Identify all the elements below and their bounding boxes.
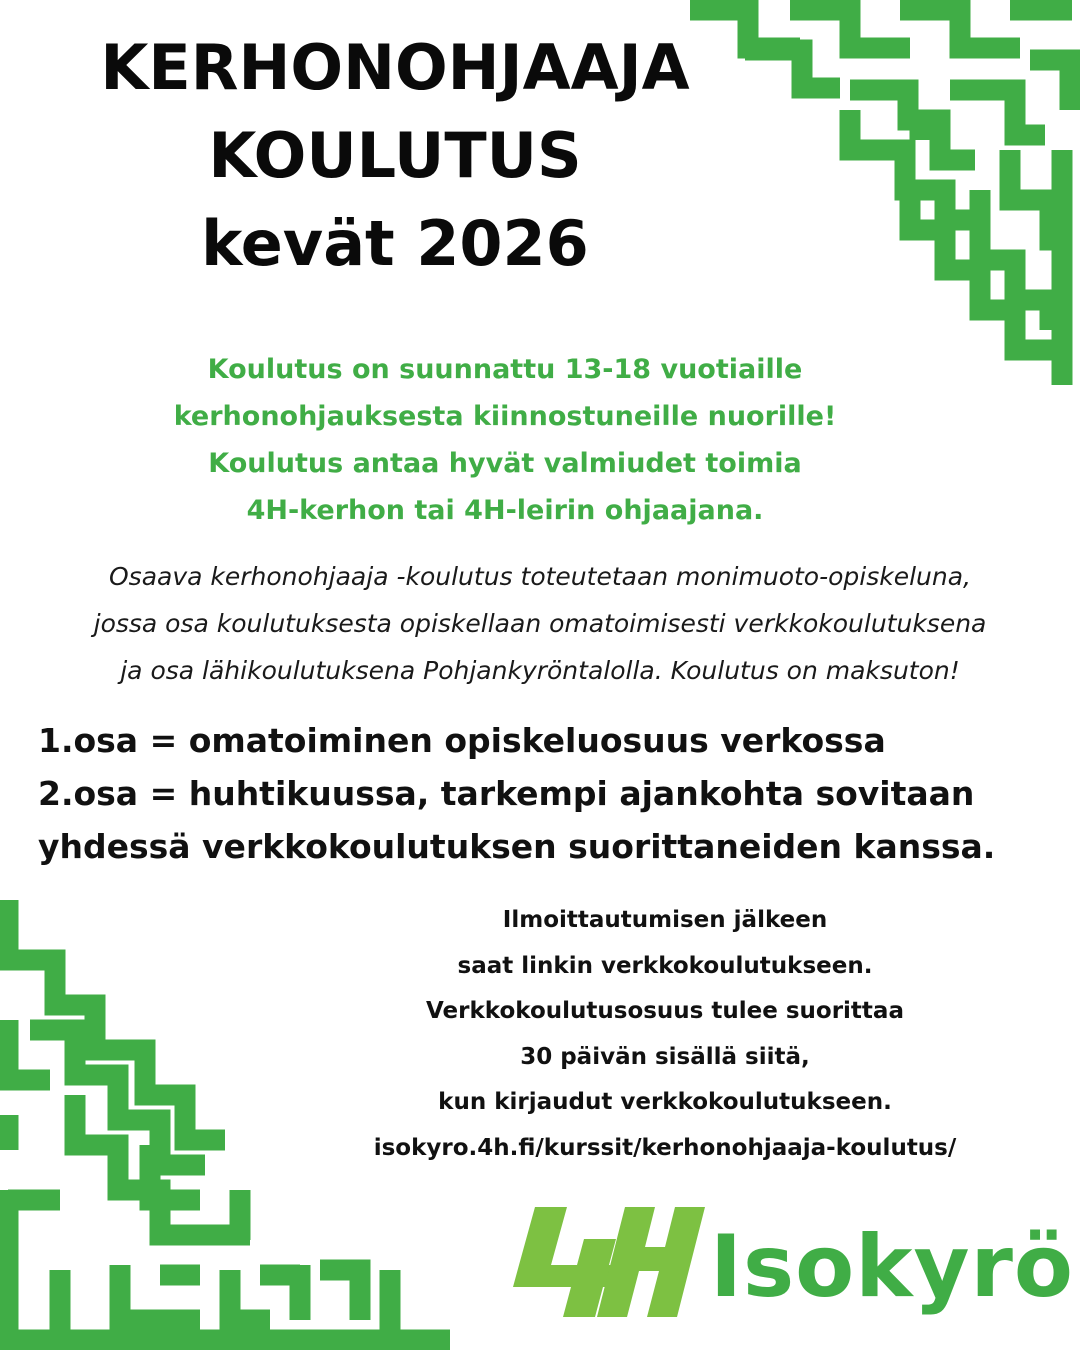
intro-text <box>60 346 950 534</box>
signup-line: Ilmoittautumisen jälkeen <box>502 907 828 933</box>
title-line-2: KOULUTUS <box>208 119 582 192</box>
intro-line: Koulutus on suunnattu 13-18 vuotiaille <box>207 354 803 385</box>
intro-line: kerhonohjauksesta kiinnostuneille nuorille! <box>173 401 837 432</box>
4h-logo-icon <box>505 1195 705 1320</box>
intro-line: Koulutus antaa hyvät valmiudet toimia <box>208 448 802 479</box>
title-line-1: KERHONOHJAAJA <box>100 31 690 104</box>
description-line: ja osa lähikoulutuksena Pohjankyröntalolla. Koulutus on maksuton! <box>120 656 960 685</box>
signup-line: kun kirjaudut verkkokoulutukseen. <box>438 1089 892 1115</box>
description-line: Osaava kerhonohjaaja -koulutus toteutetaan monimuoto-opiskeluna, <box>109 562 971 591</box>
description-text <box>0 553 1080 694</box>
part-line: 1.osa = omatoiminen opiskeluosuus verkossa <box>38 721 886 760</box>
description-line: jossa osa koulutuksesta opiskellaan omatoimisesti verkkokoulutuksena <box>93 609 987 638</box>
part-line: 2.osa = huhtikuussa, tarkempi ajankohta sovitaan <box>38 774 975 813</box>
signup-line: 30 päivän sisällä siitä, <box>520 1043 810 1070</box>
signup-line: Verkkokoulutusosuus tulee suorittaa <box>426 998 904 1024</box>
logo-wordmark: Isokyrö <box>710 1217 1075 1317</box>
signup-info <box>290 898 1040 1171</box>
part-line: yhdessä verkkokoulutuksen suorittaneiden kanssa. <box>38 827 996 866</box>
course-parts <box>38 714 1058 873</box>
intro-line: 4H-kerhon tai 4H-leirin ohjaajana. <box>246 495 764 526</box>
4h-isokyro-logo <box>505 1195 1075 1320</box>
title-line-3: kevät 2026 <box>201 207 589 280</box>
page-title <box>20 24 770 288</box>
signup-line: saat linkin verkkokoulutukseen. <box>457 952 873 979</box>
signup-url[interactable]: isokyro.4h.fi/kurssit/kerhonohjaaja-koulutus/ <box>373 1134 957 1161</box>
